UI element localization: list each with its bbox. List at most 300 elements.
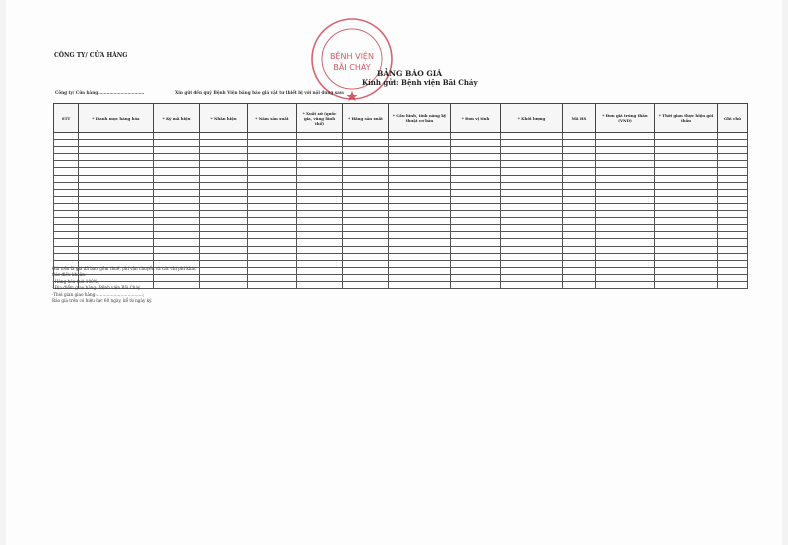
- table-cell: [655, 253, 718, 260]
- table-cell: [200, 196, 248, 203]
- table-cell: [154, 246, 200, 253]
- table-cell: [596, 274, 655, 281]
- table-cell: [154, 154, 200, 161]
- table-row: [54, 225, 748, 232]
- table-row: [54, 161, 748, 168]
- table-cell: [200, 147, 248, 154]
- table-cell: [200, 175, 248, 182]
- table-cell: [655, 218, 718, 225]
- table-cell: [343, 203, 389, 210]
- table-cell: [501, 147, 563, 154]
- table-cell: [79, 189, 154, 196]
- table-cell: [563, 232, 596, 239]
- table-cell: [54, 189, 79, 196]
- table-cell: [718, 203, 748, 210]
- table-cell: [248, 154, 297, 161]
- table-cell: [718, 267, 748, 274]
- table-cell: [79, 161, 154, 168]
- col-xuat-xu: * Xuất xứ (quốc gia, vùng lãnh thổ): [297, 104, 343, 133]
- table-cell: [718, 274, 748, 281]
- table-cell: [343, 218, 389, 225]
- table-cell: [200, 161, 248, 168]
- col-ma-hs: Mã HS: [563, 104, 596, 133]
- table-cell: [297, 203, 343, 210]
- table-cell: [718, 182, 748, 189]
- table-cell: [389, 267, 451, 274]
- stamp-line1: BỆNH VIỆN: [330, 52, 374, 61]
- table-cell: [501, 239, 563, 246]
- table-cell: [248, 182, 297, 189]
- table-row: [54, 218, 748, 225]
- table-cell: [596, 246, 655, 253]
- table-cell: [297, 260, 343, 267]
- table-row: [54, 154, 748, 161]
- table-cell: [563, 133, 596, 140]
- table-cell: [54, 147, 79, 154]
- table-cell: [248, 203, 297, 210]
- table-cell: [389, 246, 451, 253]
- table-cell: [563, 239, 596, 246]
- table-cell: [343, 154, 389, 161]
- table-cell: [79, 147, 154, 154]
- table-cell: [451, 218, 501, 225]
- table-cell: [563, 253, 596, 260]
- table-cell: [79, 225, 154, 232]
- table-cell: [54, 140, 79, 147]
- table-cell: [389, 154, 451, 161]
- table-cell: [655, 175, 718, 182]
- table-cell: [501, 281, 563, 288]
- col-danh-muc: * Danh mục hàng hóa: [79, 104, 154, 133]
- table-cell: [655, 140, 718, 147]
- intro-text: Xin gửi đến quý Bệnh Viện bảng báo giá vật tư thiết bị với nội dung sau:: [175, 90, 345, 95]
- table-cell: [79, 154, 154, 161]
- table-cell: [718, 232, 748, 239]
- table-cell: [54, 168, 79, 175]
- table-cell: [297, 175, 343, 182]
- table-cell: [389, 189, 451, 196]
- table-cell: [200, 154, 248, 161]
- col-khoi-luong: * Khối lượng: [501, 104, 563, 133]
- table-header-row: [54, 104, 748, 133]
- table-cell: [343, 168, 389, 175]
- table-cell: [200, 225, 248, 232]
- table-cell: [79, 253, 154, 260]
- table-cell: [451, 225, 501, 232]
- table-cell: [79, 168, 154, 175]
- table-cell: [79, 232, 154, 239]
- table-cell: [501, 154, 563, 161]
- table-cell: [343, 281, 389, 288]
- table-cell: [501, 225, 563, 232]
- table-cell: [79, 133, 154, 140]
- table-cell: [596, 232, 655, 239]
- table-cell: [655, 203, 718, 210]
- table-row: [54, 253, 748, 260]
- table-cell: [563, 189, 596, 196]
- table-cell: [154, 232, 200, 239]
- table-cell: [501, 246, 563, 253]
- table-cell: [563, 154, 596, 161]
- table-cell: [54, 182, 79, 189]
- table-cell: [596, 154, 655, 161]
- table-cell: [501, 133, 563, 140]
- table-cell: [501, 140, 563, 147]
- table-cell: [297, 239, 343, 246]
- table-cell: [343, 225, 389, 232]
- table-cell: [343, 246, 389, 253]
- table-row: [54, 133, 748, 140]
- table-cell: [596, 267, 655, 274]
- table-cell: [248, 267, 297, 274]
- col-ky-ma-hieu: * Ký mã hiệu: [154, 104, 200, 133]
- col-stt: STT: [54, 104, 79, 133]
- table-cell: [79, 140, 154, 147]
- table-cell: [200, 232, 248, 239]
- table-cell: [297, 232, 343, 239]
- table-cell: [248, 147, 297, 154]
- table-cell: [248, 274, 297, 281]
- table-cell: [655, 147, 718, 154]
- table-cell: [501, 196, 563, 203]
- table-cell: [154, 211, 200, 218]
- table-cell: [389, 140, 451, 147]
- table-cell: [200, 274, 248, 281]
- table-cell: [297, 267, 343, 274]
- document-page: [6, 0, 782, 545]
- table-cell: [655, 168, 718, 175]
- table-cell: [501, 168, 563, 175]
- table-cell: [54, 196, 79, 203]
- table-cell: [200, 203, 248, 210]
- table-cell: [297, 182, 343, 189]
- col-thoi-gian: * Thời gian thực hiện gói thầu: [655, 104, 718, 133]
- table-cell: [718, 189, 748, 196]
- table-cell: [596, 182, 655, 189]
- table-cell: [79, 211, 154, 218]
- table-cell: [718, 260, 748, 267]
- note-line: - Hàng hóa mới 100%;: [52, 278, 100, 284]
- table-cell: [718, 196, 748, 203]
- table-cell: [343, 274, 389, 281]
- table-cell: [563, 175, 596, 182]
- table-cell: [718, 154, 748, 161]
- note-line: -Thời gian giao hàng:……………………………;: [52, 291, 145, 297]
- table-cell: [596, 203, 655, 210]
- table-cell: [563, 267, 596, 274]
- table-cell: [200, 189, 248, 196]
- table-cell: [154, 140, 200, 147]
- table-cell: [655, 246, 718, 253]
- table-cell: [200, 133, 248, 140]
- table-cell: [200, 218, 248, 225]
- table-cell: [655, 189, 718, 196]
- table-cell: [655, 161, 718, 168]
- table-cell: [79, 196, 154, 203]
- table-cell: [297, 246, 343, 253]
- table-cell: [655, 196, 718, 203]
- col-cau-hinh: * Cấu hình, tính năng kỹ thuật cơ bản: [389, 104, 451, 133]
- table-cell: [718, 133, 748, 140]
- table-cell: [451, 253, 501, 260]
- table-cell: [718, 168, 748, 175]
- col-don-gia: * Đơn giá trúng thầu (VND): [596, 104, 655, 133]
- table-cell: [297, 196, 343, 203]
- table-cell: [563, 246, 596, 253]
- table-cell: [451, 232, 501, 239]
- table-cell: [596, 196, 655, 203]
- table-cell: [200, 260, 248, 267]
- table-cell: [79, 239, 154, 246]
- table-cell: [596, 239, 655, 246]
- document-title: BẢNG BÁO GIÁ: [377, 69, 443, 78]
- quotation-table: [53, 103, 748, 289]
- table-cell: [389, 182, 451, 189]
- table-cell: [501, 175, 563, 182]
- note-line: - Địa điểm giao hàng: Bệnh viện Bãi Cháy: [52, 285, 141, 291]
- table-cell: [343, 260, 389, 267]
- table-cell: [154, 225, 200, 232]
- table-cell: [297, 168, 343, 175]
- table-cell: [79, 218, 154, 225]
- table-cell: [389, 281, 451, 288]
- table-cell: [54, 232, 79, 239]
- table-cell: [54, 253, 79, 260]
- notes-block: [52, 266, 196, 304]
- table-cell: [154, 189, 200, 196]
- table-cell: [248, 161, 297, 168]
- table-cell: [200, 211, 248, 218]
- table-cell: [501, 161, 563, 168]
- table-cell: [718, 218, 748, 225]
- table-cell: [563, 196, 596, 203]
- recipient-line: Kính gửi: Bệnh viện Bãi Cháy: [362, 78, 478, 87]
- table-cell: [655, 232, 718, 239]
- table-cell: [501, 203, 563, 210]
- table-cell: [451, 168, 501, 175]
- table-cell: [54, 246, 79, 253]
- table-cell: [54, 175, 79, 182]
- table-cell: [248, 246, 297, 253]
- table-cell: [389, 232, 451, 239]
- col-nam-san-xuat: * Năm sản xuất: [248, 104, 297, 133]
- table-cell: [655, 211, 718, 218]
- table-cell: [596, 281, 655, 288]
- table-row: [54, 239, 748, 246]
- table-cell: [389, 147, 451, 154]
- table-cell: [596, 218, 655, 225]
- table-cell: [501, 211, 563, 218]
- table-cell: [563, 168, 596, 175]
- table-cell: [389, 225, 451, 232]
- col-nhan-hieu: * Nhãn hiệu: [200, 104, 248, 133]
- table-cell: [343, 253, 389, 260]
- table-cell: [154, 203, 200, 210]
- table-row: [54, 147, 748, 154]
- table-cell: [596, 175, 655, 182]
- table-cell: [563, 161, 596, 168]
- table-cell: [248, 218, 297, 225]
- table-cell: [451, 196, 501, 203]
- table-cell: [154, 182, 200, 189]
- table-cell: [501, 274, 563, 281]
- table-cell: [563, 147, 596, 154]
- table-cell: [79, 175, 154, 182]
- table-cell: [655, 260, 718, 267]
- table-cell: [343, 211, 389, 218]
- table-cell: [248, 196, 297, 203]
- table-cell: [79, 246, 154, 253]
- table-cell: [451, 175, 501, 182]
- table-cell: [563, 140, 596, 147]
- table-cell: [154, 175, 200, 182]
- table-cell: [718, 161, 748, 168]
- table-cell: [343, 147, 389, 154]
- table-cell: [451, 133, 501, 140]
- table-cell: [154, 239, 200, 246]
- table-cell: [596, 211, 655, 218]
- table-cell: [718, 225, 748, 232]
- table-cell: [248, 232, 297, 239]
- table-cell: [501, 218, 563, 225]
- table-cell: [154, 196, 200, 203]
- note-line: Các điều khoản:: [52, 272, 87, 278]
- table-cell: [343, 161, 389, 168]
- table-cell: [389, 161, 451, 168]
- table-cell: [154, 168, 200, 175]
- table-cell: [343, 189, 389, 196]
- table-cell: [389, 239, 451, 246]
- table-cell: [389, 211, 451, 218]
- table-cell: [200, 281, 248, 288]
- table-cell: [389, 133, 451, 140]
- table-cell: [297, 133, 343, 140]
- table-cell: [655, 274, 718, 281]
- table-cell: [389, 203, 451, 210]
- table-cell: [451, 239, 501, 246]
- table-cell: [451, 147, 501, 154]
- table-cell: [655, 133, 718, 140]
- table-cell: [596, 260, 655, 267]
- table-cell: [54, 203, 79, 210]
- table-cell: [54, 225, 79, 232]
- table-cell: [655, 267, 718, 274]
- table-cell: [297, 189, 343, 196]
- table-cell: [79, 203, 154, 210]
- table-cell: [54, 154, 79, 161]
- table-cell: [563, 182, 596, 189]
- table-cell: [154, 218, 200, 225]
- table-cell: [718, 147, 748, 154]
- table-cell: [248, 281, 297, 288]
- table-cell: [451, 267, 501, 274]
- table-cell: [389, 196, 451, 203]
- table-cell: [655, 182, 718, 189]
- table-cell: [343, 239, 389, 246]
- table-cell: [248, 140, 297, 147]
- table-cell: [718, 253, 748, 260]
- table-cell: [248, 168, 297, 175]
- table-cell: [297, 225, 343, 232]
- table-cell: [297, 281, 343, 288]
- table-cell: [596, 253, 655, 260]
- table-row: [54, 246, 748, 253]
- note-line: Báo giá trên có hiệu lực 60 ngày, kể từ ngày ký.: [52, 298, 153, 304]
- table-cell: [563, 225, 596, 232]
- table-cell: [79, 182, 154, 189]
- table-cell: [563, 260, 596, 267]
- table-cell: [389, 175, 451, 182]
- table-cell: [389, 260, 451, 267]
- table-cell: [596, 225, 655, 232]
- table-cell: [563, 274, 596, 281]
- table-cell: [451, 260, 501, 267]
- intro-company: Công ty/ Cửa hàng……………………………: [55, 90, 145, 95]
- table-cell: [389, 218, 451, 225]
- table-cell: [54, 239, 79, 246]
- table-cell: [451, 154, 501, 161]
- table-cell: [297, 211, 343, 218]
- table-cell: [154, 253, 200, 260]
- table-cell: [154, 133, 200, 140]
- table-cell: [343, 267, 389, 274]
- table-cell: [451, 182, 501, 189]
- table-cell: [501, 189, 563, 196]
- table-cell: [596, 147, 655, 154]
- table-cell: [451, 211, 501, 218]
- table-cell: [451, 140, 501, 147]
- table-cell: [451, 281, 501, 288]
- table-cell: [200, 168, 248, 175]
- table-row: [54, 175, 748, 182]
- table-cell: [596, 189, 655, 196]
- table-cell: [718, 175, 748, 182]
- table-cell: [718, 211, 748, 218]
- table-cell: [501, 267, 563, 274]
- table-cell: [451, 246, 501, 253]
- table-cell: [451, 161, 501, 168]
- table-row: [54, 140, 748, 147]
- table-cell: [297, 274, 343, 281]
- table-cell: [200, 267, 248, 274]
- table-cell: [154, 147, 200, 154]
- table-cell: [655, 154, 718, 161]
- table-cell: [248, 133, 297, 140]
- table-cell: [596, 133, 655, 140]
- table-cell: [718, 246, 748, 253]
- table-cell: [248, 211, 297, 218]
- table-cell: [389, 253, 451, 260]
- table-cell: [389, 168, 451, 175]
- table-cell: [718, 140, 748, 147]
- note-line: Giá trên là giá đã bao gồm thuế, phí vận chuyển và các chi phí khác: [52, 266, 197, 271]
- table-cell: [200, 246, 248, 253]
- table-cell: [655, 281, 718, 288]
- stamp-line2: BÃI CHÁY: [333, 63, 371, 72]
- table-cell: [343, 133, 389, 140]
- table-cell: [200, 140, 248, 147]
- table-cell: [297, 140, 343, 147]
- table-cell: [248, 189, 297, 196]
- table-cell: [563, 203, 596, 210]
- table-cell: [200, 182, 248, 189]
- table-row: [54, 211, 748, 218]
- table-cell: [501, 253, 563, 260]
- table-cell: [54, 218, 79, 225]
- table-cell: [54, 133, 79, 140]
- col-hang-san-xuat: * Hãng sản xuất: [343, 104, 389, 133]
- table-cell: [563, 211, 596, 218]
